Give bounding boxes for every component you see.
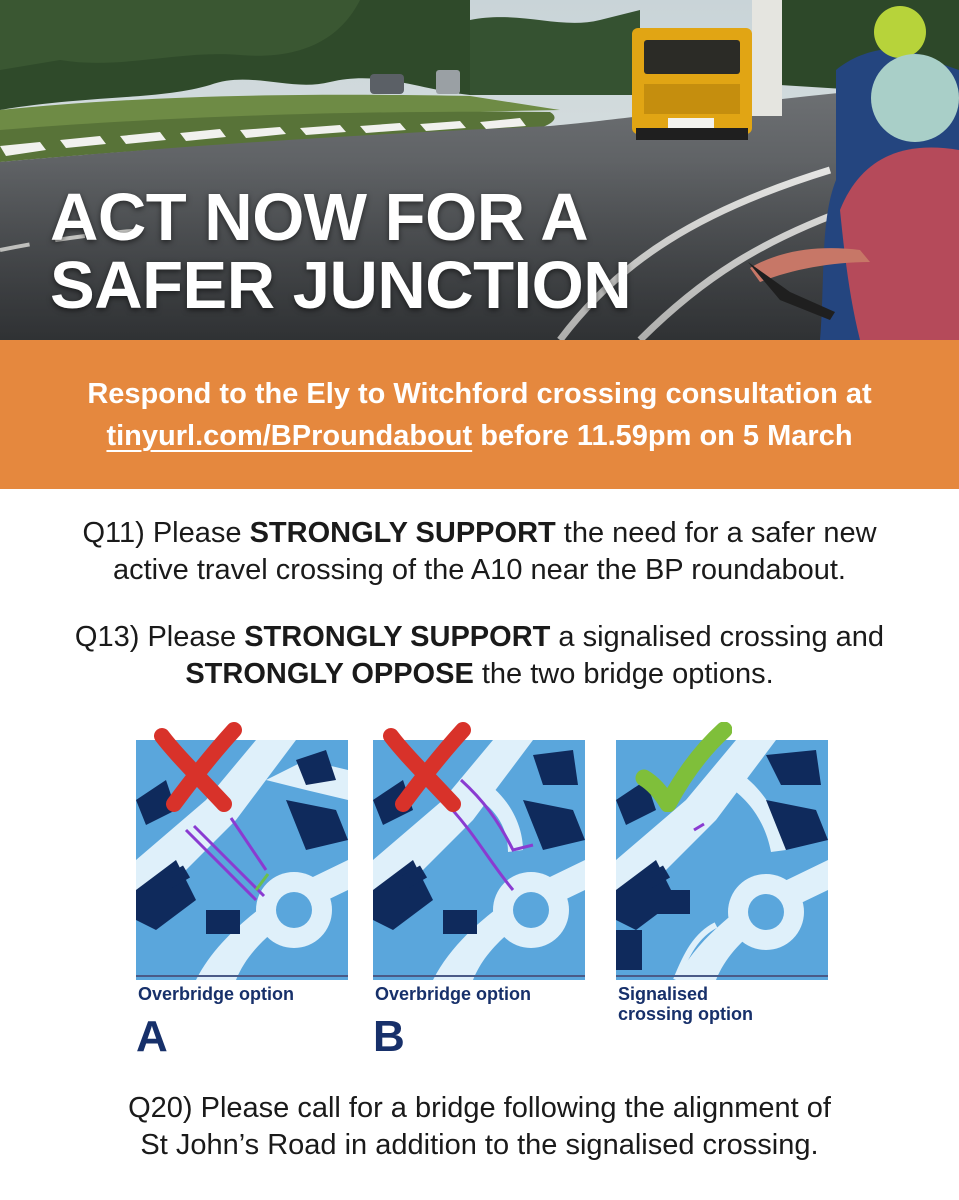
q20-line2: St John’s Road in addition to the signalised crossing.: [140, 1129, 819, 1161]
q20-line1: Q20) Please call for a bridge following the alignment of: [128, 1092, 831, 1124]
q11-prefix: Q11) Please: [82, 517, 250, 549]
q11-strong: STRONGLY SUPPORT: [249, 517, 556, 549]
q13-prefix: Q13) Please: [74, 621, 245, 653]
q11-rest: the need for a safer new: [555, 517, 877, 549]
check-icon: [632, 722, 732, 812]
option-signalised-divider: [616, 975, 828, 977]
option-signalised-caption: [618, 984, 753, 1024]
q13-strong-support: STRONGLY SUPPORT: [244, 621, 551, 653]
option-signalised-caption-line2: crossing option: [618, 1004, 753, 1024]
hero-title-line1: ACT NOW FOR A: [50, 180, 589, 255]
option-a-caption: Overbridge option: [138, 984, 295, 1004]
option-a-card: [118, 722, 354, 1062]
option-a-letter: A: [136, 1012, 168, 1061]
question-q13: [0, 619, 959, 693]
option-signalised-card: [598, 722, 834, 1062]
option-b-divider: [373, 975, 585, 977]
consultation-banner: [0, 340, 959, 489]
hero-title: [50, 180, 670, 323]
option-b-card: [355, 722, 591, 1062]
banner-line2: [0, 415, 959, 457]
q11-line2: active travel crossing of the A10 near the BP roundabout.: [113, 554, 846, 586]
q13-rest1: a signalised crossing and: [550, 621, 885, 653]
q13-line2: [0, 656, 959, 693]
q13-strong-oppose: STRONGLY OPPOSE: [185, 658, 474, 690]
cross-icon: [383, 722, 477, 812]
option-a-divider: [136, 975, 348, 977]
banner-deadline: before 11.59pm on 5 March: [472, 420, 853, 452]
question-q11: [0, 515, 959, 589]
cross-icon: [154, 722, 248, 812]
consultation-link[interactable]: tinyurl.com/BProundabout: [106, 420, 473, 452]
question-q20: [0, 1090, 959, 1164]
q13-line1: [0, 619, 959, 656]
option-b-letter: B: [373, 1012, 405, 1061]
banner-line1: Respond to the Ely to Witchford crossing consultation at: [87, 378, 872, 410]
hero-title-line2: SAFER JUNCTION: [50, 248, 632, 323]
q13-rest2: the two bridge options.: [473, 658, 774, 690]
option-signalised-caption-line1: Signalised: [618, 984, 709, 1004]
hero-photo: [0, 0, 959, 340]
option-b-caption: Overbridge option: [375, 984, 532, 1004]
q11-line1: [0, 515, 959, 552]
